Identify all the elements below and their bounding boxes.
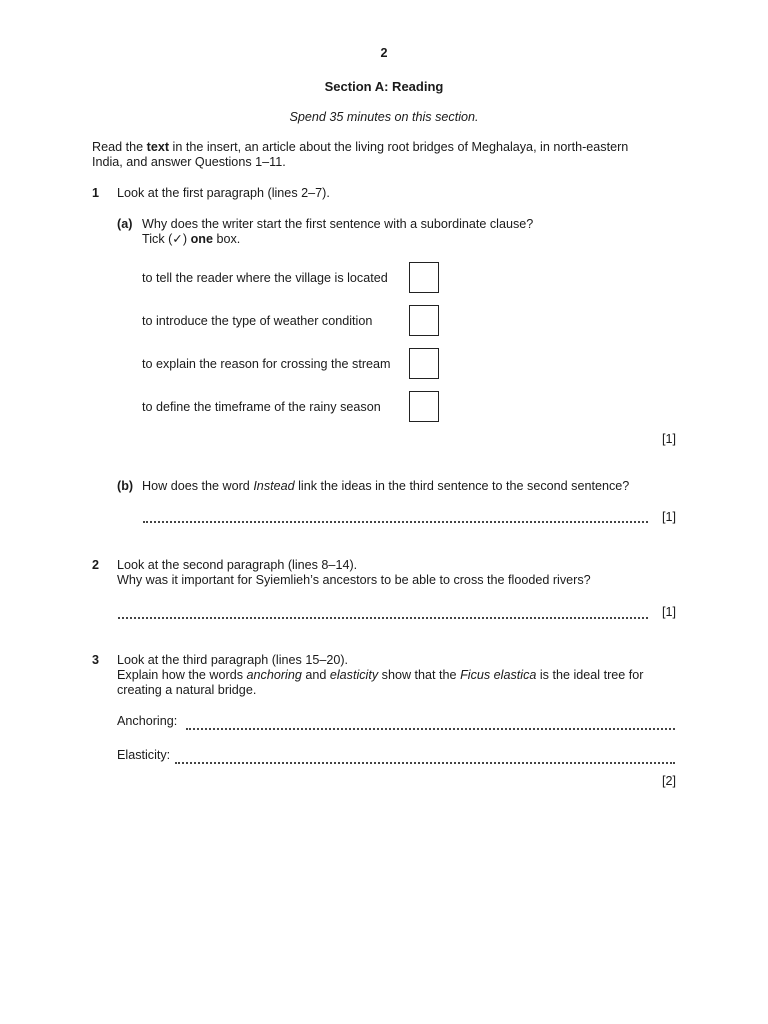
q1b-question [142,479,629,494]
section-instruction: Spend 35 minutes on this section. [289,110,479,124]
q3-text-g: is the ideal tree for [536,668,644,682]
intro-text-bold: text [146,140,170,154]
section-title: Section A: Reading [324,79,444,94]
intro-text-pre: Read the [92,140,147,154]
q3-line-3: creating a natural bridge. [117,683,257,697]
intro-text-post: in the insert, an article about the living root bridges of Meghalaya, in north-eastern [169,140,629,154]
q1b-marks: [1] [661,510,676,524]
q1a-label: (a) [117,217,133,231]
q2-line-2: Why was it important for Syiemlieh’s ancestors to be able to cross the flooded rivers? [117,573,591,587]
q2-answer-line[interactable] [118,617,648,619]
q1a-tick-instruction [142,232,240,247]
q1-prompt: Look at the first paragraph (lines 2–7). [117,186,330,200]
q1b-text-pre: How does the word [142,479,254,493]
tick-text-bold: one [190,232,213,246]
q3-line-1: Look at the third paragraph (lines 15–20). [117,653,349,667]
q1a-option-2-label: to introduce the type of weather condition [142,314,373,328]
q3-text-a: Explain how the words [117,668,247,682]
intro-paragraph [92,140,628,155]
q1a-option-3-label: to explain the reason for crossing the stream [142,357,391,371]
q1a-option-4-label: to define the timeframe of the rainy season [142,400,381,414]
intro-line-2: India, and answer Questions 1–11. [92,155,286,169]
q1a-option-4-checkbox[interactable] [409,391,439,422]
q1b-text-italic: Instead [253,479,295,493]
tick-text-post: box. [212,232,241,246]
q3-text-elasticity: elasticity [329,668,379,682]
q1-number: 1 [92,186,100,200]
q2-number: 2 [92,558,100,572]
q1a-question: Why does the writer start the first sentence with a subordinate clause? [142,217,534,231]
q3-elasticity-label: Elasticity: [117,748,171,762]
q3-elasticity-answer-line[interactable] [175,762,675,764]
q2-line-1: Look at the second paragraph (lines 8–14). [117,558,358,572]
page-number: 2 [380,46,388,60]
q3-line-2 [117,668,643,683]
q3-marks: [2] [661,774,676,788]
q2-marks: [1] [661,605,676,619]
q1a-option-2-checkbox[interactable] [409,305,439,336]
q1a-marks: [1] [661,432,676,446]
q3-text-e: show that the [378,668,461,682]
q3-anchoring-answer-line[interactable] [186,728,675,730]
q3-anchoring-label: Anchoring: [117,714,178,728]
tick-text-pre: Tick (✓) [142,232,191,246]
q1a-option-1-label: to tell the reader where the village is located [142,271,388,285]
q3-text-anchoring: anchoring [246,668,302,682]
q3-text-c: and [301,668,330,682]
q1a-option-3-checkbox[interactable] [409,348,439,379]
q3-text-ficus: Ficus elastica [460,668,537,682]
q1a-option-1-checkbox[interactable] [409,262,439,293]
q1b-text-post: link the ideas in the third sentence to the second sentence? [294,479,630,493]
q3-number: 3 [92,653,100,667]
q1b-answer-line[interactable] [143,521,648,523]
q1b-label: (b) [117,479,134,493]
